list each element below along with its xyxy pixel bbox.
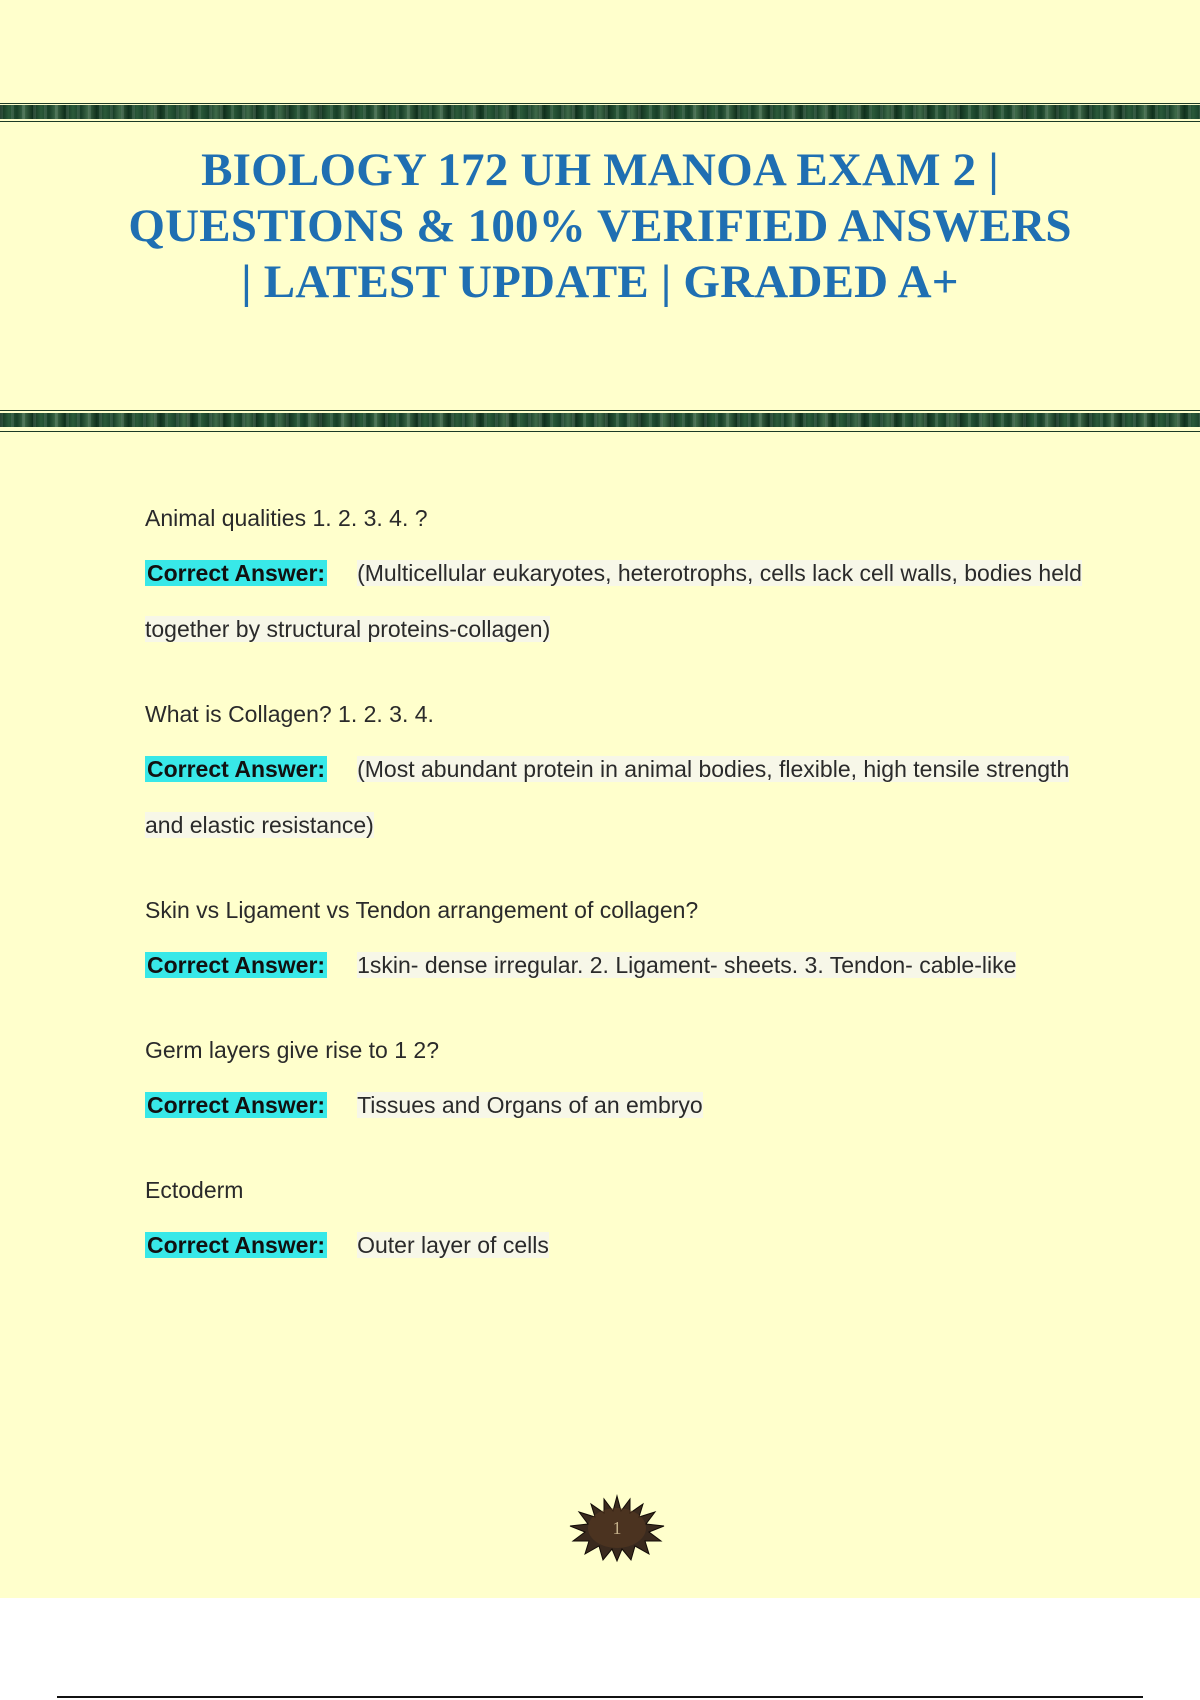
- question-text: Skin vs Ligament vs Tendon arrangement of collagen?: [145, 897, 699, 923]
- page-number-text: 1: [612, 1518, 622, 1538]
- answer-line: [145, 741, 1085, 853]
- qa-list: [145, 503, 1085, 1315]
- answer-text: 1skin- dense irregular. 2. Ligament- sheets. 3. Tendon- cable-like: [357, 952, 1017, 978]
- correct-answer-label: Correct Answer:: [147, 560, 326, 586]
- top-band-rule: [0, 121, 1200, 122]
- document-title: BIOLOGY 172 UH MANOA EXAM 2 | QUESTIONS & 100% VERIFIED ANSWERS | LATEST UPDATE | GRADED A+: [128, 144, 1072, 308]
- correct-answer-label: Correct Answer:: [147, 952, 326, 978]
- question-text: Animal qualities 1. 2. 3. 4. ?: [145, 505, 428, 531]
- top-band-rule: [0, 103, 1200, 104]
- bottom-decorative-band: [0, 413, 1200, 427]
- bottom-band-rule: [0, 431, 1200, 432]
- answer-text: Tissues and Organs of an embryo: [357, 1092, 703, 1118]
- question-text: What is Collagen? 1. 2. 3. 4.: [145, 701, 434, 727]
- answer-line: [145, 937, 1085, 993]
- footer-rule: [57, 1696, 1143, 1698]
- qa-item: [145, 699, 1085, 853]
- page-number-badge: [567, 1493, 667, 1563]
- question-text: Ectoderm: [145, 1177, 244, 1203]
- question-text: Germ layers give rise to 1 2?: [145, 1037, 440, 1063]
- qa-item: [145, 1175, 1085, 1273]
- top-decorative-band: [0, 105, 1200, 119]
- answer-text: (Multicellular eukaryotes, heterotrophs, cells lack cell walls, bodies held together by structural proteins-collagen): [145, 560, 1082, 642]
- answer-line: [145, 1217, 1085, 1273]
- correct-answer-label: Correct Answer:: [147, 756, 326, 782]
- correct-answer-label: Correct Answer:: [147, 1232, 326, 1258]
- answer-line: [145, 545, 1085, 657]
- answer-text: (Most abundant protein in animal bodies, flexible, high tensile strength and elastic resistance): [145, 756, 1070, 838]
- qa-item: [145, 503, 1085, 657]
- qa-item: [145, 895, 1085, 993]
- qa-item: [145, 1035, 1085, 1133]
- bottom-band-rule: [0, 410, 1200, 411]
- correct-answer-label: Correct Answer:: [147, 1092, 326, 1118]
- answer-text: Outer layer of cells: [357, 1232, 549, 1258]
- answer-line: [145, 1077, 1085, 1133]
